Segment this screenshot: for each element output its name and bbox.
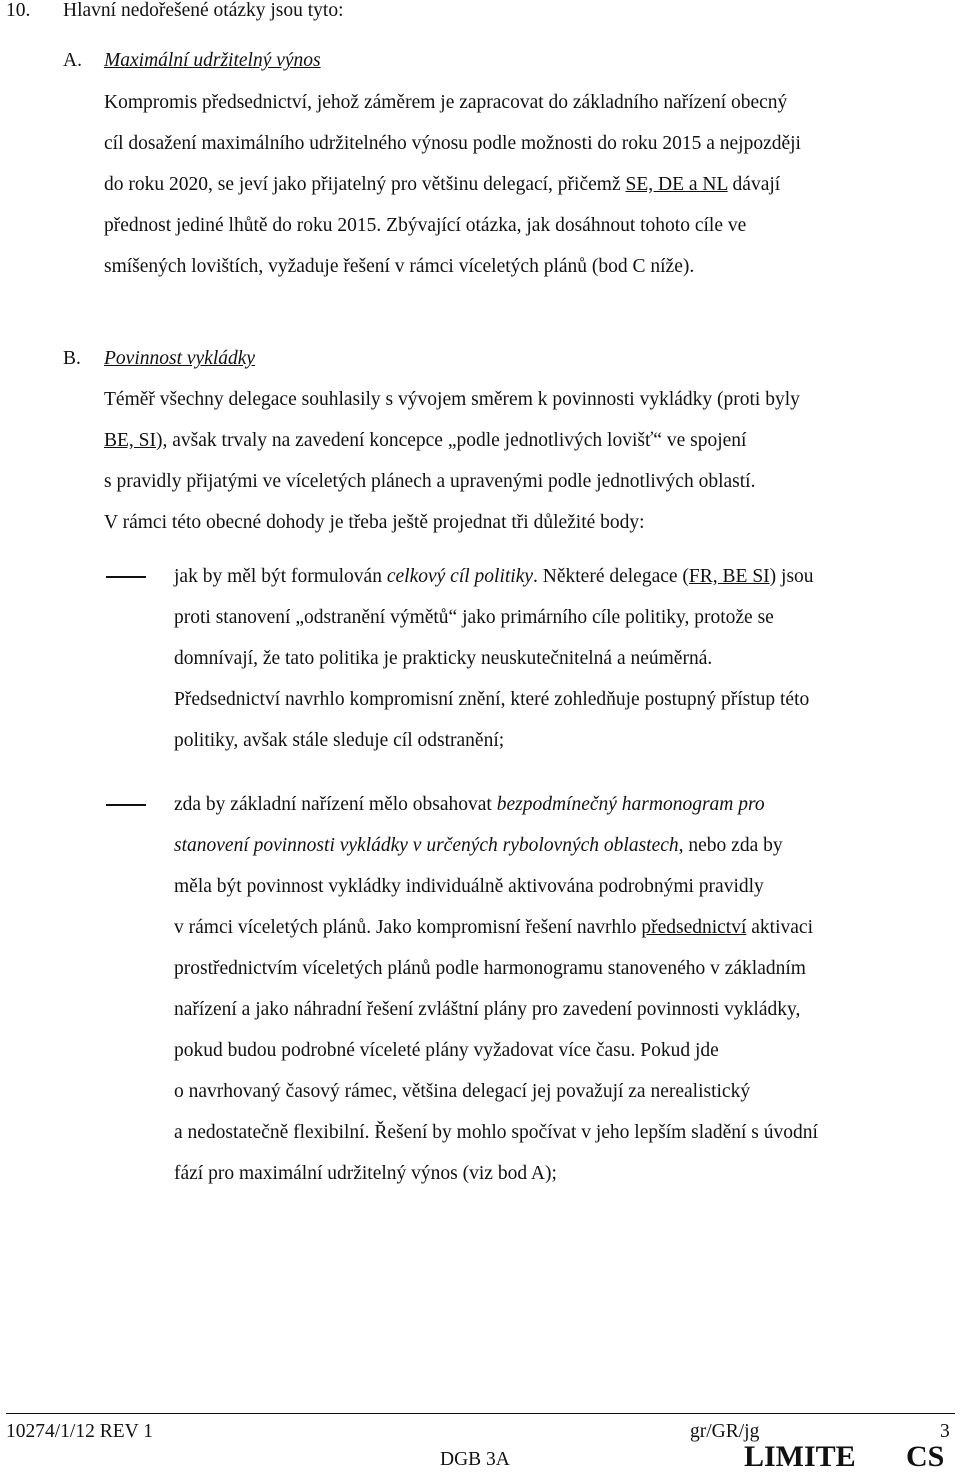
underlined-text: předsednictví — [641, 917, 747, 938]
bullet-2-line — [174, 917, 813, 939]
bullet-2-line — [174, 794, 765, 816]
text: ) jsou — [769, 566, 814, 587]
section-b-line: Téměř všechny delegace souhlasily s vývojem směrem k povinnosti vykládky (proti byly — [104, 389, 800, 410]
bullet-1-line — [174, 566, 814, 588]
text: dávají — [727, 174, 781, 195]
text: . Některé delegace ( — [533, 566, 689, 587]
section-b-letter: B. — [63, 348, 81, 369]
bullet-2-line — [174, 835, 783, 857]
text: ), avšak trvaly na zavedení koncepce „podle jednotlivých lovišť“ ve spojení — [156, 430, 747, 451]
text: , nebo zda by — [678, 835, 783, 856]
text: v rámci víceletých plánů. Jako kompromisní řešení navrhlo — [174, 917, 642, 938]
section-a-line: cíl dosažení maximálního udržitelného výnosu podle možnosti do roku 2015 a nejpozději — [104, 133, 801, 154]
bullet-2-line: nařízení a jako náhradní řešení zvláštní plány pro zavedení povinnosti vykládky, — [174, 999, 801, 1020]
footer-divider — [6, 1413, 955, 1414]
country-codes: BE, SI — [104, 430, 157, 451]
section-b-line: V rámci této obecné dohody je třeba ještě projednat tři důležité body: — [104, 512, 645, 533]
text: do roku 2020, se jeví jako přijatelný pro většinu delegací, přičemž — [104, 174, 626, 195]
section-a-line: smíšených lovištích, vyžaduje řešení v rámci víceletých plánů (bod C níže). — [104, 256, 695, 277]
footer-language: CS — [906, 1440, 945, 1473]
footer-page-number: 3 — [940, 1421, 950, 1442]
italic-text: stanovení povinnosti vykládky v určených rybolovných oblastech — [174, 835, 679, 856]
bullet-2-line: a nedostatečně flexibilní. Řešení by mohlo spočívat v jeho lepším sladění s úvodní — [174, 1122, 818, 1143]
bullet-1-line: proti stanovení „odstranění výmětů“ jako primárního cíle politiky, protože se — [174, 607, 774, 628]
bullet-2-line: prostřednictvím víceletých plánů podle harmonogramu stanoveného v základním — [174, 958, 806, 979]
footer-limite: LIMITE — [744, 1440, 856, 1473]
paragraph-heading: Hlavní nedořešené otázky jsou tyto: — [63, 0, 344, 21]
country-codes: FR, BE SI — [688, 566, 770, 587]
text: jak by měl být formulován — [174, 566, 387, 587]
section-b-line: s pravidly přijatými ve víceletých plánech a upravenými podle jednotlivých oblastí. — [104, 471, 756, 492]
section-a-title: Maximální udržitelný výnos — [104, 50, 321, 71]
bullet-2-line: měla být povinnost vykládky individuálně aktivována podrobnými pravidly — [174, 876, 764, 897]
italic-text: celkový cíl politiky — [386, 566, 534, 587]
bullet-1-line: politiky, avšak stále sleduje cíl odstranění; — [174, 730, 505, 751]
country-codes: SE, DE a NL — [625, 174, 728, 195]
bullet-dash — [106, 804, 146, 806]
bullet-2-line: pokud budou podrobné víceleté plány vyžadovat více času. Pokud jde — [174, 1040, 719, 1061]
italic-text: bezpodmínečný harmonogram pro — [496, 794, 765, 815]
paragraph-number: 10. — [6, 0, 31, 21]
section-b-line — [104, 430, 746, 452]
bullet-1-line: domnívají, že tato politika je prakticky neuskutečnitelná a neúměrná. — [174, 648, 713, 669]
bullet-2-line: fází pro maximální udržitelný výnos (viz bod A); — [174, 1163, 557, 1184]
footer-dg: DGB 3A — [440, 1449, 510, 1470]
footer-initials: gr/GR/jg — [690, 1421, 760, 1442]
section-a-line: Kompromis předsednictví, jehož záměrem je zapracovat do základního nařízení obecný — [104, 92, 788, 113]
section-a-line: přednost jediné lhůtě do roku 2015. Zbývající otázka, jak dosáhnout tohoto cíle ve — [104, 215, 747, 236]
bullet-dash — [106, 576, 146, 578]
section-a-letter: A. — [63, 50, 82, 71]
section-b-title: Povinnost vykládky — [104, 348, 256, 369]
footer-doc-reference: 10274/1/12 REV 1 — [6, 1421, 153, 1442]
bullet-2-line: o navrhovaný časový rámec, většina delegací jej považují za nerealistický — [174, 1081, 751, 1102]
section-a-line — [104, 174, 780, 196]
bullet-1-line: Předsednictví navrhlo kompromisní znění, které zohledňuje postupný přístup této — [174, 689, 810, 710]
text: aktivaci — [746, 917, 813, 938]
text: zda by základní nařízení mělo obsahovat — [174, 794, 497, 815]
